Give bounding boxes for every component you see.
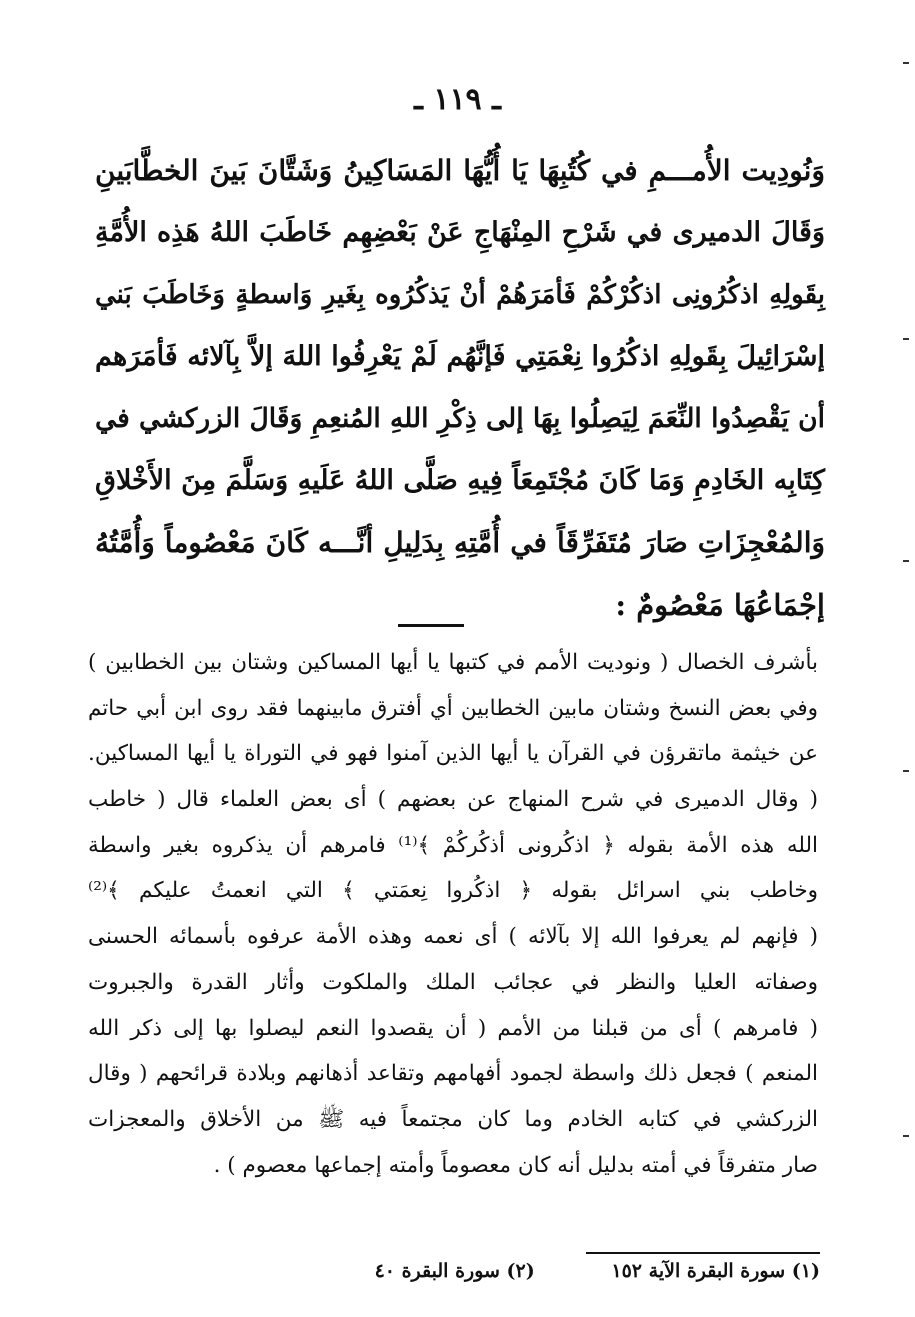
margin-mark [903,338,909,340]
commentary-line: صار متفرقاً في أمته بدليل أنه كان معصوماً وأمته إجماعها معصوم ) . [213,1152,818,1178]
section-separator [398,624,464,627]
commentary-line: وصفاته العليا والنظر في عجائب الملك والملكوت وأثار القدرة والجبروت [88,969,818,995]
footnote-rule [586,1252,820,1254]
margin-mark [903,560,909,562]
main-text-line: كِتَابِه الخَادِمِ وَمَا كَانَ مُجْتَمِعَاً فِيهِ صَلَّى اللهُ عَلَيهِ وَسَلَّمَ مِنَ الأَخْلاقِ [95,465,825,496]
commentary-line: ( فامرهم ) أى من قبلنا من الأمم ( أن يقصدوا النعم ليصلوا بها إلى ذكر الله [88,1015,818,1041]
commentary-line: ( وقال الدميرى في شرح المنهاج عن بعضهم ) أى بعض العلماء قال ( خاطب [88,787,818,813]
commentary-line: المنعم ) فجعل ذلك واسطة لجمود أفهامهم وتقاعد أذهانهم وبلادة قرائحهم ( وقال [88,1061,818,1087]
margin-mark [903,62,909,64]
main-text-line: وَنُودِيت الأُمـــمِ في كُتُبِهَا يَا أُيُّهَا المَسَاكِينُ وَشَتَّانَ بَينَ الخطَّابَينِ [95,154,825,187]
margin-mark [903,1135,909,1137]
page-number: ـ ١١٩ ـ [414,82,501,117]
main-text-line: إجْمَاعُهَا مَعْصُومٌ : [615,588,825,622]
main-text-line: أن يَقْصِدُوا النِّعَمَ لِيَصِلُوا بِهَا إلى ذِكْرِ اللهِ المُنعِمِ وَقَالَ الزركشي في [95,403,825,434]
main-text-line: إسْرَائِيلَ بِقَولِهِ اذكُرُوا نِعْمَتِي فَإنَّهُم لَمْ يَعْرِفُوا اللهَ إلاَّ بِآلائه فَأمَرَهم [95,341,825,372]
commentary-line: بأشرف الخصال ( ونوديت الأمم في كتبها يا أيها المساكين وشتان بين الخطابين ) [88,650,818,675]
margin-mark [903,770,909,772]
commentary-line: الله هذه الأمة بقوله ﴿ اذكُرونى أذكُركُمْ ﴾⁽¹⁾ فامرهم أن يذكروه بغير واسطة [88,832,818,858]
main-text-line: بِقَولِهِ اذكُرُونِى اذكُرْكُمْ فَأمَرَهُمْ أنْ يَذكُرُوه بِغَيرِ وَاسطةٍ وَخَاطَبَ بَني [95,280,825,310]
commentary-block [88,640,818,1188]
main-text-line: وَالمُعْجِزَاتِ صَارَ مُتَفَرِّقَاً في أُمَّتِهِ بِدَلِيلِ أنَّـــه كَانَ مَعْصُوماً وَأُمَّتُهُ [95,526,825,559]
main-text-line: وَقَالَ الدميرى في شَرْحِ المِنْهَاجِ عَنْ بَعْضِهِم خَاطَبَ اللهُ هَذِه الأُمَّةِ [95,217,825,248]
commentary-line: وفي بعض النسخ وشتان مابين الخطابين أي أفترق مابينهما فقد روى ابن أبي حاتم [88,695,818,721]
footnote-2: (٢) سورة البقرة ٤٠ [374,1260,535,1282]
commentary-line: ( فإنهم لم يعرفوا الله إلا بآلائه ) أى نعمه وهذه الأمة عرفوه بأسمائه الحسنى [88,924,818,950]
commentary-line: الزركشي في كتابه الخادم وما كان مجتمعاً فيه ﷺ من الأخلاق والمعجزات [88,1106,818,1132]
footnotes [290,1260,820,1282]
commentary-line: عن خيثمة ماتقرؤن في القرآن يا أيها الذين آمنوا فهو في التوراة يا أيها المساكين. [88,741,818,767]
footnote-1: (١) سورة البقرة الآية ١٥٢ [611,1260,820,1282]
commentary-line: وخاطب بني اسرائل بقوله ﴿ اذكُروا نِعمَتي ﴾ التي انعمتُ عليكم ﴾⁽²⁾ [88,878,818,904]
main-text-block [95,140,825,636]
